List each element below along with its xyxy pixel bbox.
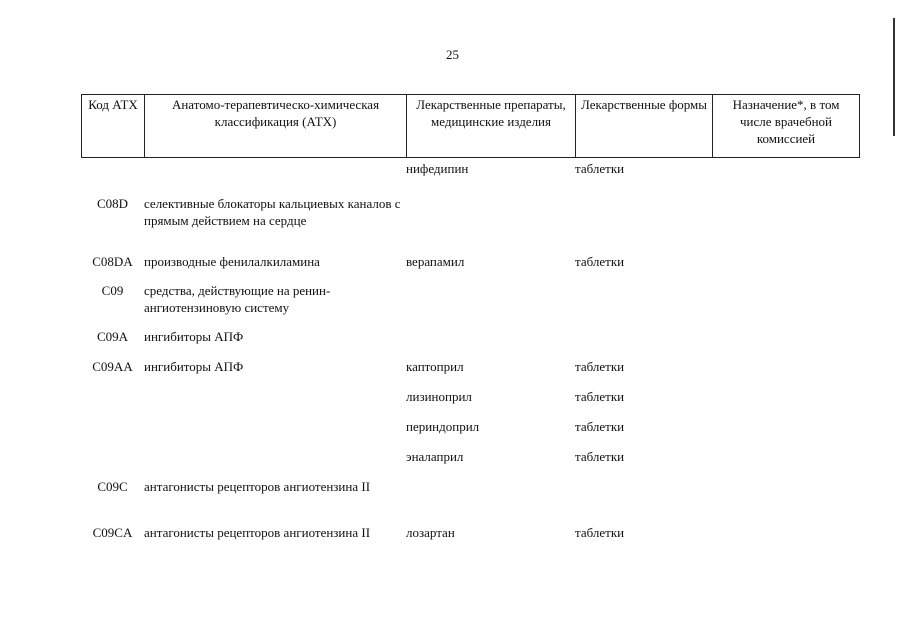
cell-code bbox=[81, 418, 144, 448]
cell-form: таблетки bbox=[575, 161, 625, 176]
cell-form: таблетки bbox=[575, 389, 625, 404]
cell-drug: лизиноприл bbox=[406, 389, 472, 404]
header-drug: Лекарственные препараты, медицинские изделия bbox=[407, 95, 576, 158]
cell-form bbox=[575, 328, 712, 358]
cell-atc bbox=[144, 388, 406, 418]
header-code: Код АТХ bbox=[82, 95, 145, 158]
cell-atc: антагонисты рецепторов ангиотензина II bbox=[144, 479, 371, 494]
scan-edge-line bbox=[893, 18, 895, 136]
cell-code: C09 bbox=[101, 283, 124, 298]
cell-atc: селективные блокаторы кальциевых каналов с прямым действием на сердце bbox=[144, 196, 401, 228]
table-row bbox=[81, 448, 859, 478]
cell-drug: каптоприл bbox=[406, 359, 464, 374]
cell-purpose bbox=[712, 478, 859, 524]
table-row bbox=[81, 253, 859, 282]
cell-purpose bbox=[712, 282, 859, 328]
table-row bbox=[81, 524, 859, 564]
cell-code: C09AA bbox=[92, 359, 133, 374]
cell-drug: лозартан bbox=[406, 525, 455, 540]
cell-atc: ингибиторы АПФ bbox=[144, 329, 244, 344]
table-body bbox=[81, 157, 859, 564]
cell-code: C09C bbox=[97, 479, 128, 494]
cell-drug: верапамил bbox=[406, 254, 465, 269]
cell-atc: средства, действующие на ренин-ангиотензиновую систему bbox=[144, 283, 331, 315]
cell-purpose bbox=[712, 253, 859, 282]
cell-purpose bbox=[712, 328, 859, 358]
cell-purpose bbox=[712, 524, 859, 564]
table-row bbox=[81, 157, 859, 195]
cell-atc: производные фенилалкиламина bbox=[144, 254, 320, 269]
cell-code: C08DA bbox=[92, 254, 133, 269]
cell-atc bbox=[144, 448, 406, 478]
cell-purpose bbox=[712, 195, 859, 253]
table-row bbox=[81, 418, 859, 448]
table-row bbox=[81, 282, 859, 328]
table-row bbox=[81, 358, 859, 388]
cell-code: C09CA bbox=[92, 525, 133, 540]
table-row bbox=[81, 328, 859, 358]
header-atc: Анатомо-терапевтическо-химическая классификация (АТХ) bbox=[145, 95, 407, 158]
cell-form: таблетки bbox=[575, 419, 625, 434]
cell-drug bbox=[406, 195, 575, 253]
cell-drug: нифедипин bbox=[406, 161, 469, 176]
cell-form: таблетки bbox=[575, 449, 625, 464]
cell-purpose bbox=[712, 388, 859, 418]
cell-code bbox=[81, 157, 144, 195]
cell-atc bbox=[144, 418, 406, 448]
cell-drug bbox=[406, 328, 575, 358]
cell-atc bbox=[144, 157, 406, 195]
table-header bbox=[81, 94, 860, 158]
cell-code bbox=[81, 388, 144, 418]
cell-code: C09A bbox=[96, 329, 129, 344]
cell-drug: периндоприл bbox=[406, 419, 480, 434]
cell-purpose bbox=[712, 448, 859, 478]
cell-drug: эналаприл bbox=[406, 449, 464, 464]
cell-drug bbox=[406, 282, 575, 328]
cell-atc: антагонисты рецепторов ангиотензина II bbox=[144, 525, 371, 540]
cell-form bbox=[575, 282, 712, 328]
table-row bbox=[81, 388, 859, 418]
cell-atc: ингибиторы АПФ bbox=[144, 359, 244, 374]
cell-drug bbox=[406, 478, 575, 524]
cell-code bbox=[81, 448, 144, 478]
cell-form: таблетки bbox=[575, 359, 625, 374]
cell-form: таблетки bbox=[575, 525, 625, 540]
header-row bbox=[82, 95, 860, 158]
cell-purpose bbox=[712, 157, 859, 195]
header-purpose: Назначение*, в том числе врачебной комиссией bbox=[713, 95, 860, 158]
cell-form: таблетки bbox=[575, 254, 625, 269]
table-row bbox=[81, 478, 859, 524]
cell-purpose bbox=[712, 358, 859, 388]
header-form: Лекарственные формы bbox=[576, 95, 713, 158]
cell-code: C08D bbox=[96, 196, 129, 211]
cell-purpose bbox=[712, 418, 859, 448]
cell-form bbox=[575, 195, 712, 253]
table-row bbox=[81, 195, 859, 253]
cell-form bbox=[575, 478, 712, 524]
page-number: 25 bbox=[446, 47, 459, 62]
